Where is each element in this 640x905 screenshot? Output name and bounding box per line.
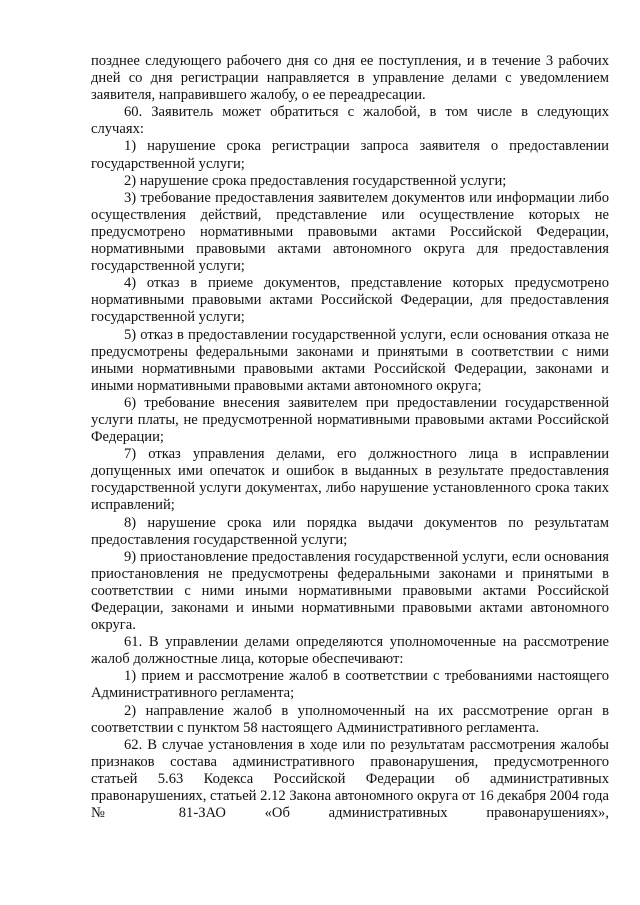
paragraph-60-item-2: 2) нарушение срока предоставления государственной услуги; <box>124 172 507 189</box>
paragraph-60-item-5: 5) отказ в предоставлении государственной услуги, если основания отказа не предусмотрены федеральными законами и принятыми в соответствии с ними иными нормативными правовыми актами Российской Федерации, законами и иными нормативными правовыми актами автономного округа; <box>91 326 609 394</box>
paragraph-62: 62. В случае установления в ходе или по результатам рассмотрения жалобы признаков состава административного правонарушения, предусмотренного статьей 5.63 Кодекса Российской Федерации об административных правонарушениях, статьей 2.12 Закона автономного округа от 16 декабря 2004 года № 81-ЗАО «Об административных правонарушениях», <box>91 736 609 822</box>
paragraph-60-item-6: 6) требование внесения заявителем при предоставлении государственной услуги платы, не предусмотренной нормативными правовыми актами Российской Федерации; <box>91 394 609 446</box>
paragraph-60-item-9: 9) приостановление предоставления государственной услуги, если основания приостановления не предусмотрены федеральными законами и принятыми в соответствии с ними иными нормативными правовыми актами Российской Федерации, законами и иными нормативными правовыми актами автономного округа. <box>91 548 609 634</box>
paragraph-61-item-2: 2) направление жалоб в уполномоченный на их рассмотрение орган в соответствии с пунктом 58 настоящего Административного регламента. <box>91 702 609 736</box>
paragraph-60-item-4: 4) отказ в приеме документов, представление которых предусмотрено нормативными правовыми актами Российской Федерации, для предоставления государственной услуги; <box>91 275 609 326</box>
paragraph-61-intro: 61. В управлении делами определяются уполномоченные на рассмотрение жалоб должностные лица, которые обеспечивают: <box>91 634 609 668</box>
document-body <box>91 53 609 822</box>
paragraph-60-intro: 60. Заявитель может обратиться с жалобой, в том числе в следующих случаях: <box>91 104 609 138</box>
paragraph-60-item-1: 1) нарушение срока регистрации запроса заявителя о предоставлении государственной услуги; <box>91 138 609 172</box>
paragraph-60-item-8: 8) нарушение срока или порядка выдачи документов по результатам предоставления государственной услуги; <box>91 514 609 548</box>
paragraph-60-item-3: 3) требование предоставления заявителем документов или информации либо осуществления действий, представление или осуществление которых не предусмотрено нормативными правовыми актами Российской Федерации, нормативными правовыми актами автономного округа для предоставления государственной услуги; <box>91 189 609 275</box>
paragraph-60-item-7: 7) отказ управления делами, его должностного лица в исправлении допущенных ими опечаток и ошибок в выданных в результате предоставления государственной услуги документах, либо нарушение установленного срока таких исправлений; <box>91 446 609 514</box>
paragraph-continuation: позднее следующего рабочего дня со дня ее поступления, и в течение 3 рабочих дней со дня регистрации направляется в управление делами с уведомлением заявителя, направившего жалобу, о ее переадресации. <box>91 53 609 104</box>
paragraph-61-item-1: 1) прием и рассмотрение жалоб в соответствии с требованиями настоящего Административного регламента; <box>91 668 609 702</box>
